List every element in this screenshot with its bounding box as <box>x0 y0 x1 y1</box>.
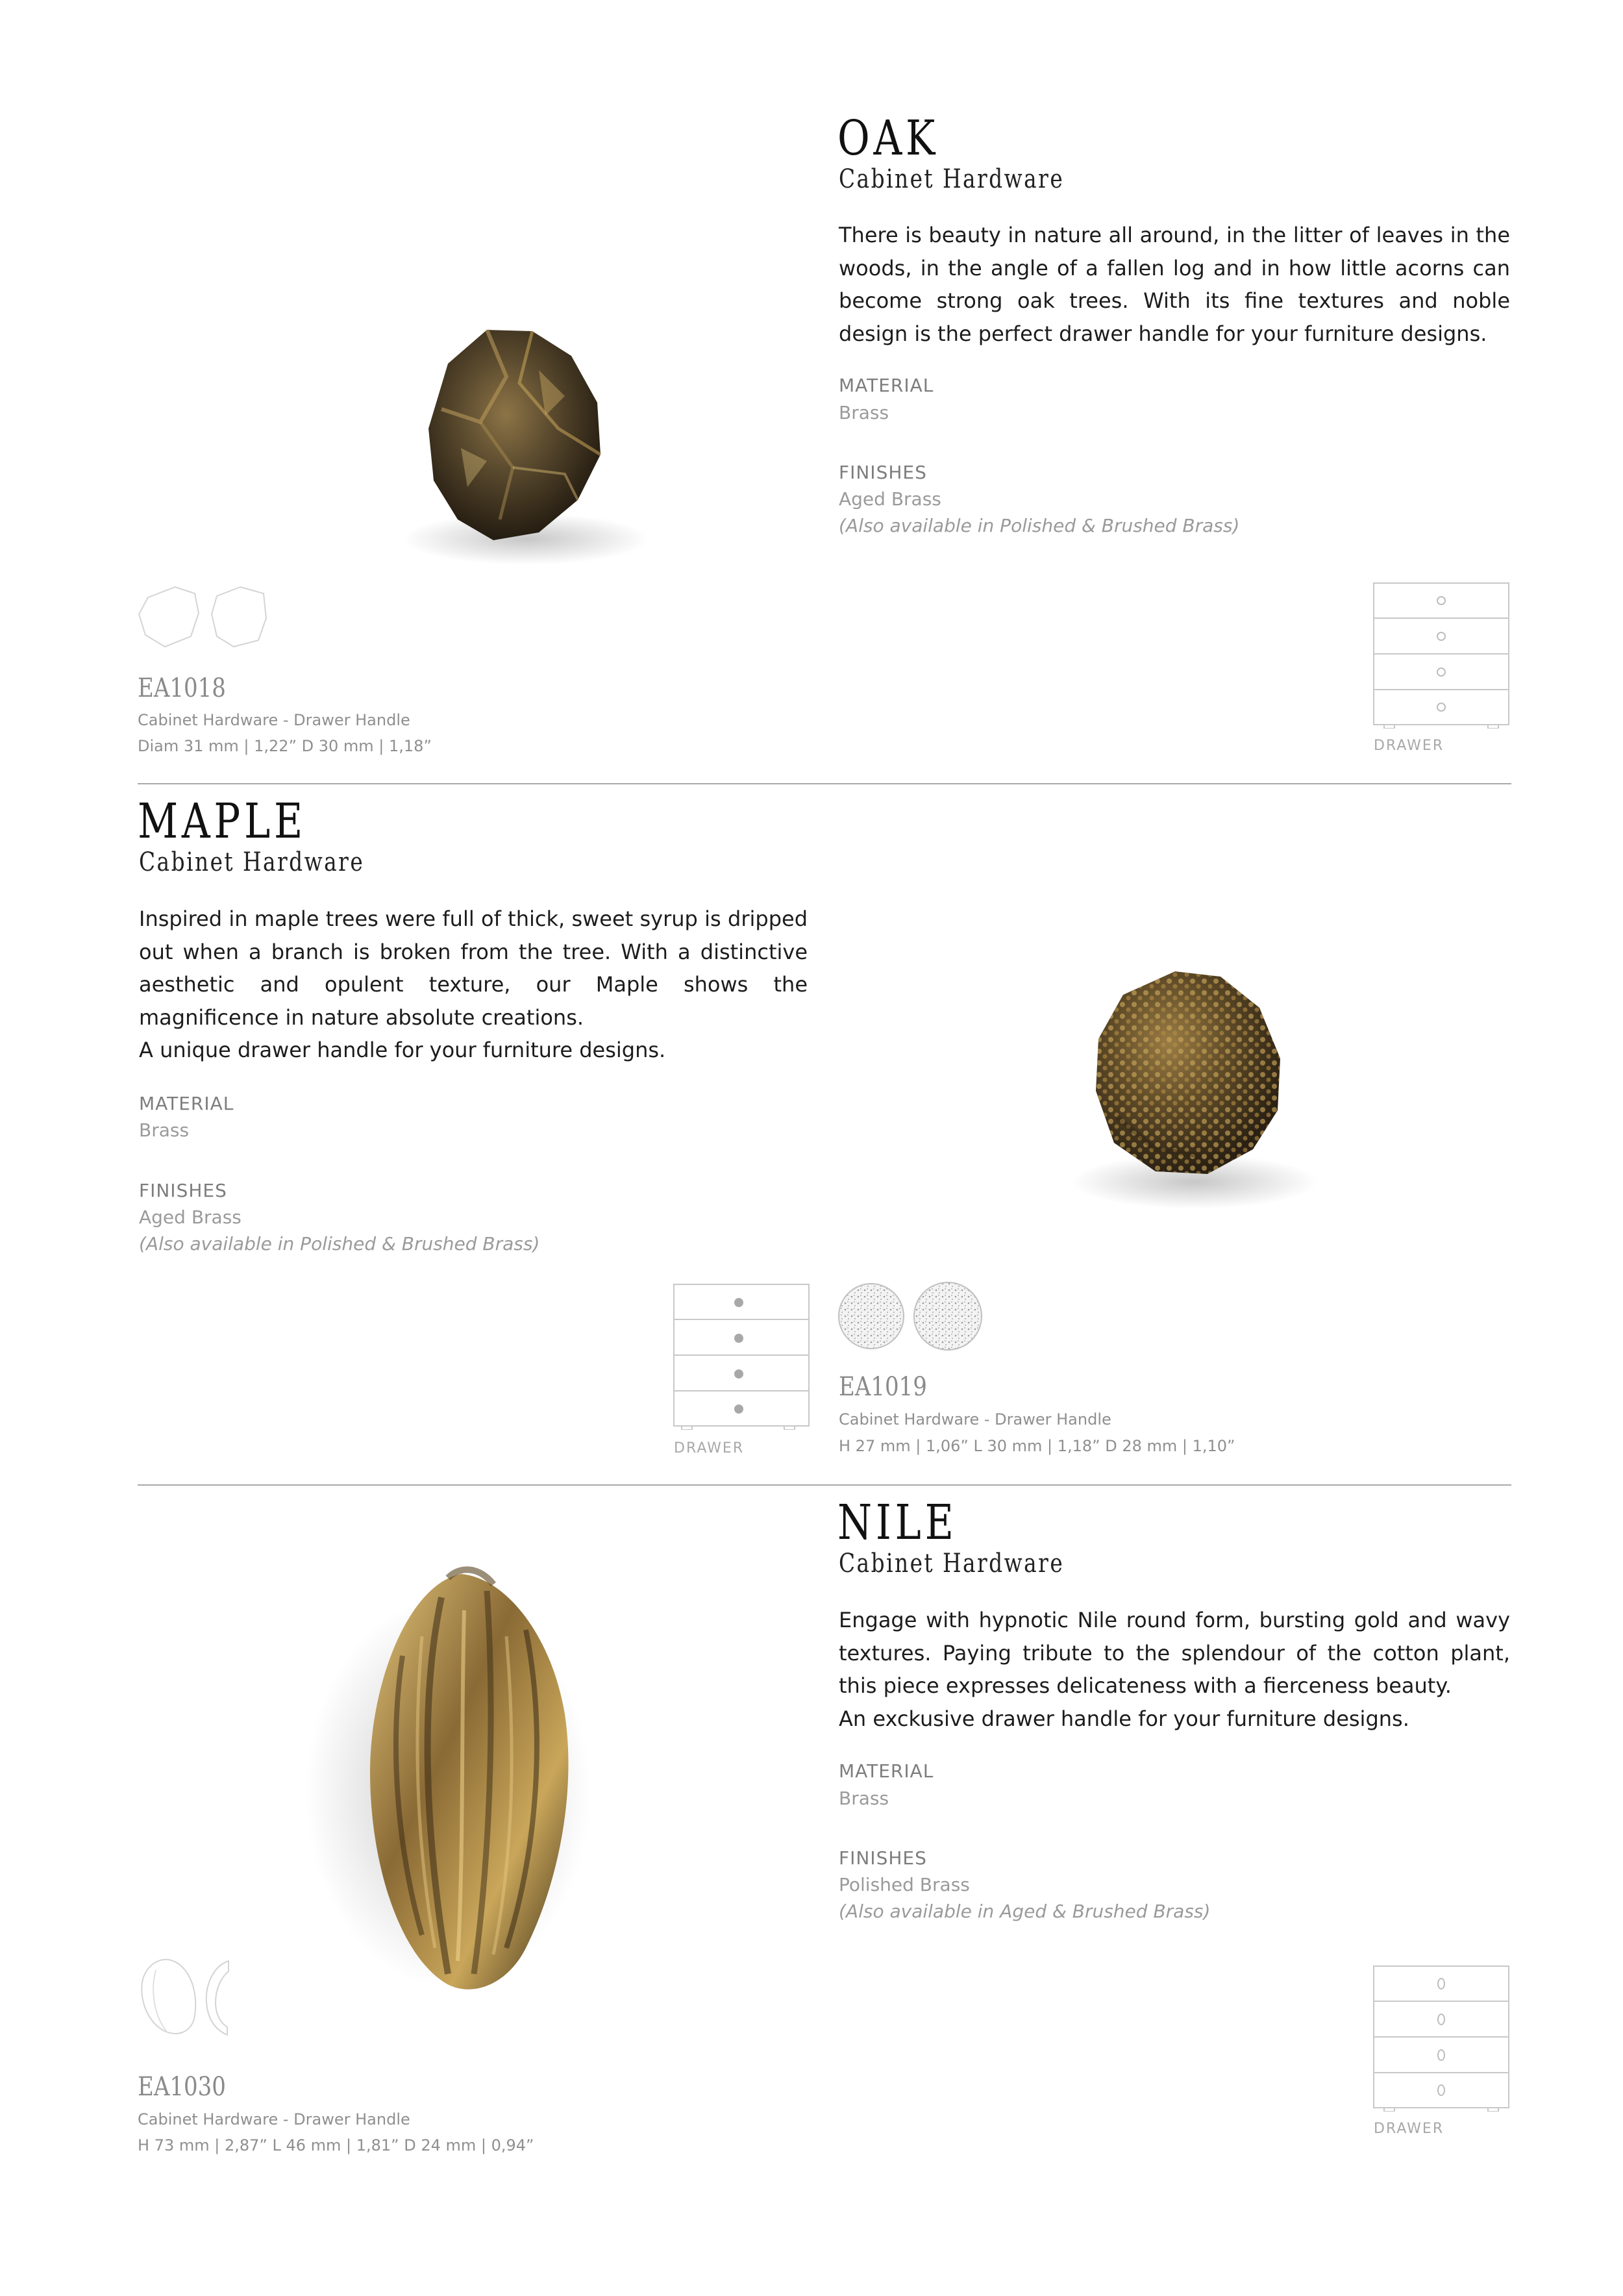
drawer-label: DRAWER <box>1374 738 1444 754</box>
product-type: Cabinet Hardware - Drawer Handle <box>138 711 410 729</box>
product-code: EA1018 <box>138 673 226 703</box>
product-subtitle: Cabinet Hardware <box>839 1549 1065 1578</box>
finish-note: (Also available in Polished & Brushed Brass) <box>839 515 1240 536</box>
finishes-label: FINISHES <box>839 1847 927 1869</box>
product-name: NILE <box>837 1495 958 1551</box>
finish-value: Aged Brass <box>139 1206 242 1228</box>
finishes-label: FINISHES <box>139 1180 227 1201</box>
product-name: MAPLE <box>138 793 307 849</box>
drawer-diagram <box>1372 582 1511 729</box>
finishes-label: FINISHES <box>839 462 927 483</box>
product-type: Cabinet Hardware - Drawer Handle <box>839 1410 1111 1429</box>
product-code: EA1030 <box>138 2072 226 2102</box>
finish-value: Aged Brass <box>839 488 941 510</box>
product-dimensions: Diam 31 mm | 1,22” D 30 mm | 1,18” <box>138 737 432 755</box>
description-paragraph: Engage with hypnotic Nile round form, bursting gold and wavy textures. Paying tribute to the splendour of the cotton plant, this piece expresses delicateness with a fierceness beauty. <box>839 1608 1510 1698</box>
product-subtitle: Cabinet Hardware <box>139 847 365 877</box>
finish-note: (Also available in Aged & Brushed Brass) <box>839 1901 1211 1922</box>
description-paragraph: Inspired in maple trees were full of thick, sweet syrup is dripped out when a branch is broken from the tree. With a distinctive aesthetic and opulent texture, our Maple shows the magnificence in nature absolute creations. <box>139 906 808 1030</box>
material-value: Brass <box>839 402 889 423</box>
material-value: Brass <box>839 1788 889 1809</box>
material-value: Brass <box>139 1119 190 1141</box>
product-description <box>839 219 1510 350</box>
nile-outline-icons <box>136 1957 234 2039</box>
description-paragraph: An exckusive drawer handle for your furniture designs. <box>839 1706 1409 1731</box>
drawer-diagram <box>1372 1965 1511 2112</box>
oak-knob-image <box>351 305 656 584</box>
product-dimensions: H 27 mm | 1,06” L 30 mm | 1,18” D 28 mm | 1,10” <box>839 1437 1235 1455</box>
product-dimensions: H 73 mm | 2,87” L 46 mm | 1,81” D 24 mm | 0,94” <box>138 2136 534 2154</box>
product-type: Cabinet Hardware - Drawer Handle <box>138 2110 410 2128</box>
maple-knob-image <box>1026 955 1324 1227</box>
description-paragraph: A unique drawer handle for your furniture designs. <box>139 1038 666 1062</box>
drawer-label: DRAWER <box>674 1440 745 1456</box>
section-divider <box>138 1484 1511 1486</box>
drawer-diagram <box>673 1283 812 1430</box>
finish-value: Polished Brass <box>839 1874 970 1895</box>
maple-texture-icons <box>837 1282 987 1353</box>
product-name: OAK <box>837 110 939 166</box>
finish-note: (Also available in Polished & Brushed Brass) <box>139 1233 540 1254</box>
material-label: MATERIAL <box>839 375 934 396</box>
product-code: EA1019 <box>839 1372 927 1402</box>
material-label: MATERIAL <box>139 1093 234 1114</box>
product-description <box>839 1604 1510 1735</box>
section-divider <box>138 783 1511 784</box>
product-description <box>139 903 808 1067</box>
material-label: MATERIAL <box>839 1760 934 1782</box>
oak-outline-icons <box>136 584 273 649</box>
description-paragraph: There is beauty in nature all around, in the litter of leaves in the woods, in the angle of a fallen log and in how little acorns can become strong oak trees. With its fine textures and noble design is the perfect drawer handle for your furniture designs. <box>839 223 1510 346</box>
nile-knob-image <box>299 1558 636 2026</box>
drawer-label: DRAWER <box>1374 2121 1444 2137</box>
product-subtitle: Cabinet Hardware <box>839 164 1065 194</box>
